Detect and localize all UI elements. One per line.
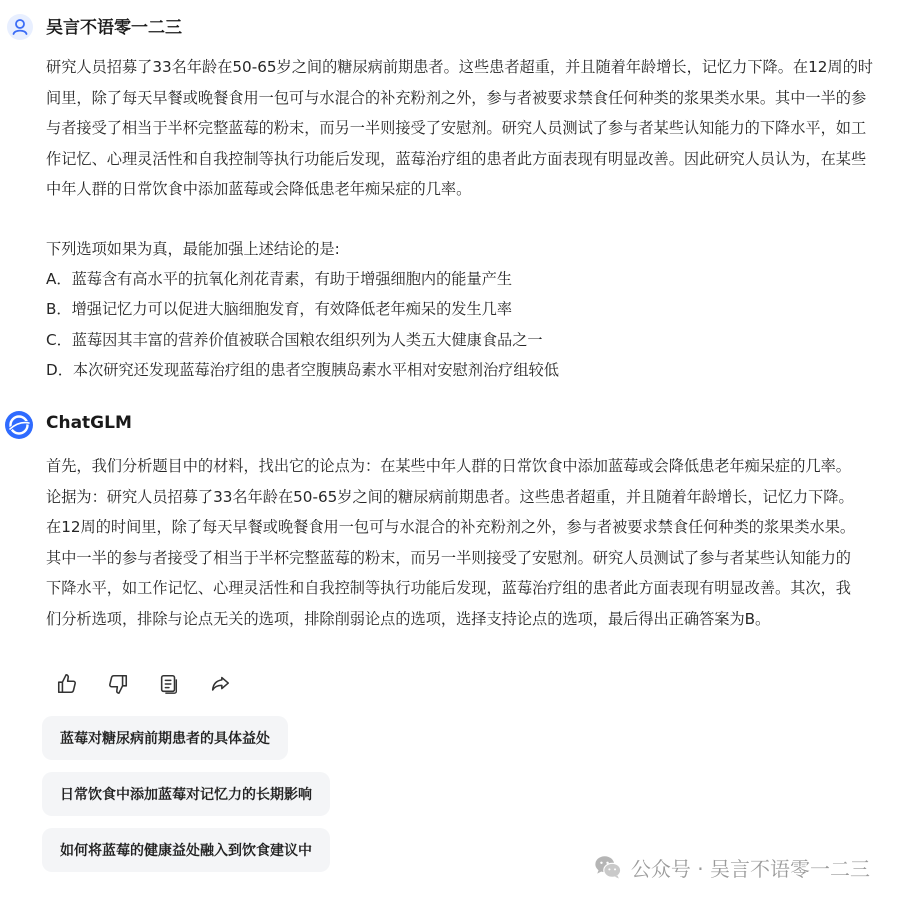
question-prompt: 下列选项如果为真，最能加强上述结论的是: xyxy=(46,240,340,258)
user-avatar xyxy=(6,13,34,41)
thumbs-down-icon xyxy=(107,673,129,695)
copy-icon xyxy=(158,673,180,695)
user-icon xyxy=(6,13,34,41)
thumbs-up-icon xyxy=(56,673,78,695)
share-icon xyxy=(209,673,231,695)
like-button[interactable] xyxy=(50,671,84,697)
chatglm-logo-icon xyxy=(4,410,34,440)
copy-button[interactable] xyxy=(152,671,186,697)
suggestion-chip[interactable]: 日常饮食中添加蓝莓对记忆力的长期影响 xyxy=(42,772,330,816)
bot-name: ChatGLM xyxy=(46,413,132,433)
dislike-button[interactable] xyxy=(101,671,135,697)
option-a: A．蓝莓含有高水平的抗氧化剂花青素，有助于增强细胞内的能量产生 xyxy=(46,270,513,288)
watermark xyxy=(593,852,870,882)
bot-avatar xyxy=(4,410,34,440)
option-d: D．本次研究还发现蓝莓治疗组的患者空腹胰岛素水平相对安慰剂治疗组较低 xyxy=(46,361,559,379)
bot-answer: 首先，我们分析题目中的材料，找出它的论点为：在某些中年人群的日常饮食中添加蓝莓或会降低患老年痴呆症的几率。论据为：研究人员招募了33名年龄在50-65岁之间的糖尿病前期患者。这些患者超重，并且随着年龄增长，记忆力下降。在12周的时间里，除了每天早餐或晚餐食用一包可与水混合的补充粉剂之外，参与者被要求禁食任何种类的浆果类水果。其中一半的参与者接受了相当于半杯完整蓝莓的粉末，而另一半则接受了安慰剂。研究人员测试了参与者某些认知能力的下降水平，如工作记忆、心理灵活性和自我控制等执行功能后发现，蓝莓治疗组的患者此方面表现有明显改善。其次，我们分析选项，排除与论点无关的选项，排除削弱论点的选项，选择支持论点的选项，最后得出正确答案为B。 xyxy=(46,457,856,628)
option-b: B．增强记忆力可以促进大脑细胞发育，有效降低老年痴呆的发生几率 xyxy=(46,300,513,318)
wechat-icon xyxy=(593,852,623,882)
question-paragraph: 研究人员招募了33名年龄在50-65岁之间的糖尿病前期患者。这些患者超重，并且随着年龄增长，记忆力下降。在12周的时间里，除了每天早餐或晚餐食用一包可与水混合的补充粉剂之外，参与者被要求禁食任何种类的浆果类水果。其中一半的参与者接受了相当于半杯完整蓝莓的粉末，而另一半则接受了安慰剂。研究人员测试了参与者某些认知能力的下降水平，如工作记忆、心理灵活性和自我控制等执行功能后发现，蓝莓治疗组的患者此方面表现有明显改善。因此研究人员认为，在某些中年人群的日常饮食中添加蓝莓或会降低患老年痴呆症的几率。 xyxy=(46,58,873,198)
user-name: 吴言不语零一二三 xyxy=(46,18,182,38)
option-c: C．蓝莓因其丰富的营养价值被联合国粮农组织列为人类五大健康食品之一 xyxy=(46,331,543,349)
watermark-text: 公众号 · 吴言不语零一二三 xyxy=(630,856,870,881)
share-button[interactable] xyxy=(203,671,237,697)
suggestion-chip[interactable]: 如何将蓝莓的健康益处融入到饮食建议中 xyxy=(42,828,330,872)
message-actions xyxy=(50,671,254,697)
suggestion-chip[interactable]: 蓝莓对糖尿病前期患者的具体益处 xyxy=(42,716,288,760)
